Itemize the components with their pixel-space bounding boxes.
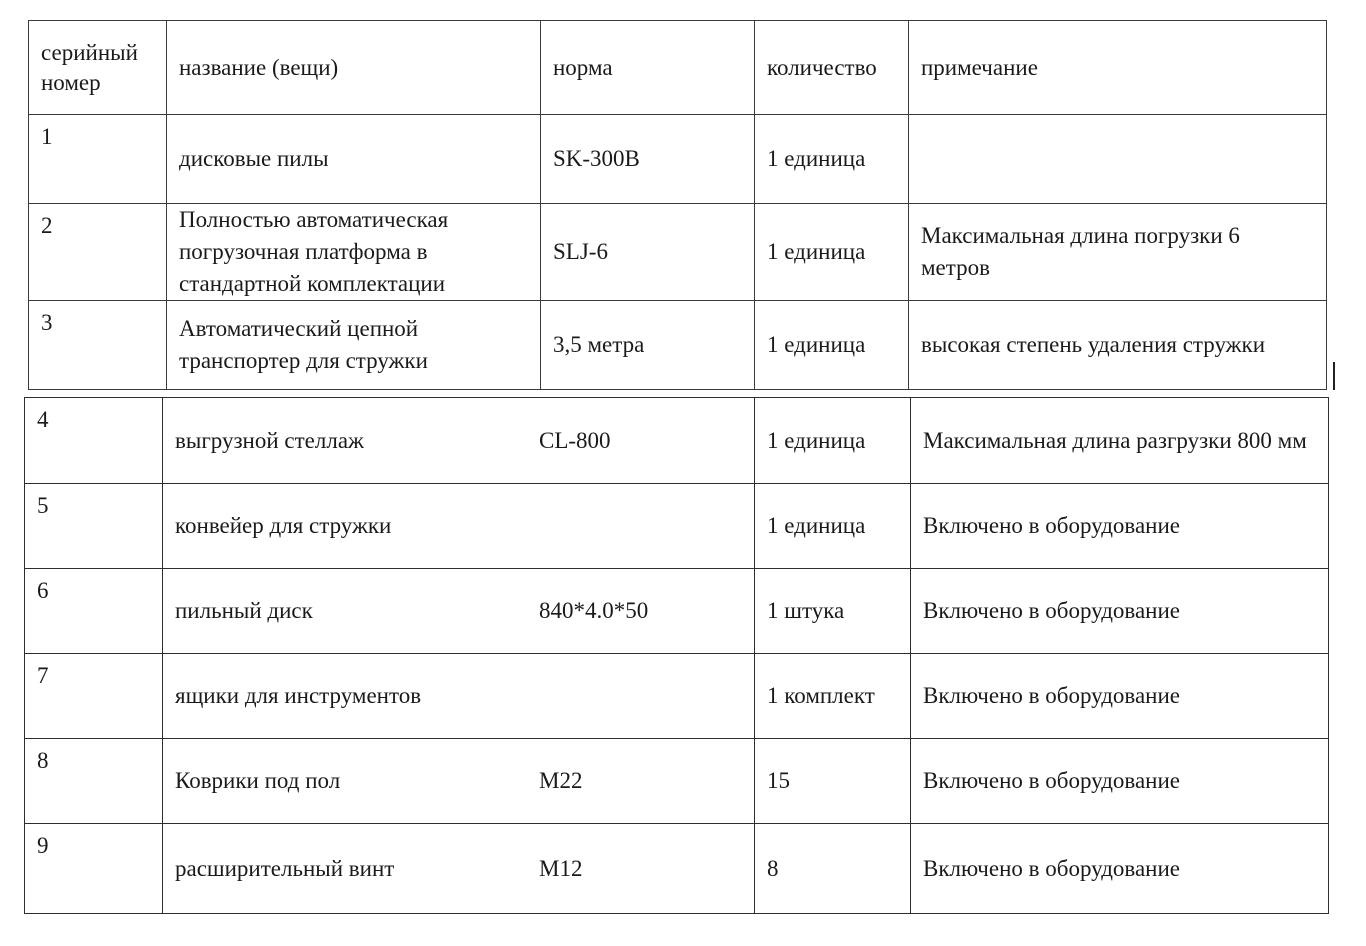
table-row <box>29 115 1327 204</box>
row-name: Коврики под пол <box>175 768 341 793</box>
row-name: ящики для инструментов <box>175 683 422 708</box>
row-note: Включено в оборудование <box>911 654 1329 739</box>
row-name-norm <box>163 398 755 484</box>
row-norm: M22 <box>539 768 583 793</box>
table-row <box>29 204 1327 301</box>
row-serial: 3 <box>29 301 167 390</box>
row-serial: 2 <box>29 204 167 301</box>
row-name-norm <box>163 824 755 914</box>
row-qty: 1 единица <box>755 301 909 390</box>
table-row <box>25 398 1329 484</box>
row-qty: 1 единица <box>755 204 909 301</box>
row-note: Включено в оборудование <box>911 484 1329 569</box>
row-note: Включено в оборудование <box>911 569 1329 654</box>
row-name: выгрузной стеллаж <box>175 427 364 453</box>
row-norm: CL-800 <box>539 427 611 453</box>
equipment-table-top <box>28 20 1327 390</box>
row-qty: 1 единица <box>755 115 909 204</box>
table-row <box>25 824 1329 914</box>
table-row <box>25 569 1329 654</box>
row-note: Включено в оборудование <box>911 739 1329 824</box>
row-name-norm <box>163 654 755 739</box>
row-serial: 8 <box>25 739 163 824</box>
row-serial: 4 <box>25 398 163 484</box>
header-norm: норма <box>541 21 755 115</box>
row-note: высокая степень удаления стружки <box>909 301 1327 390</box>
row-name-norm <box>163 739 755 824</box>
table-row <box>25 739 1329 824</box>
row-qty: 15 <box>755 739 911 824</box>
row-name: расширительный винт <box>175 855 395 881</box>
row-note: Максимальная длина разгрузки 800 мм <box>911 398 1329 484</box>
header-qty: количество <box>755 21 909 115</box>
row-norm: 840*4.0*50 <box>539 598 649 623</box>
row-qty: 1 комплект <box>755 654 911 739</box>
row-qty: 1 штука <box>755 569 911 654</box>
row-serial: 7 <box>25 654 163 739</box>
row-name-norm <box>163 569 755 654</box>
header-name: название (вещи) <box>167 21 541 115</box>
row-serial: 9 <box>25 824 163 914</box>
table-row <box>25 654 1329 739</box>
row-name: Автоматический цепной транспортер для стружки <box>167 301 541 390</box>
row-note: Включено в оборудование <box>911 824 1329 914</box>
row-name: конвейер для стружки <box>175 513 392 538</box>
equipment-table-bottom <box>24 397 1329 914</box>
row-norm: 3,5 метра <box>541 301 755 390</box>
header-serial: серийный номер <box>29 21 167 115</box>
row-name: пильный диск <box>175 598 313 623</box>
table-row <box>29 301 1327 390</box>
row-qty: 8 <box>755 824 911 914</box>
table-row <box>25 484 1329 569</box>
header-note: примечание <box>909 21 1327 115</box>
row-serial: 5 <box>25 484 163 569</box>
row-serial: 1 <box>29 115 167 204</box>
row-name-norm <box>163 484 755 569</box>
row-name: дисковые пилы <box>167 115 541 204</box>
row-norm: SK-300B <box>541 115 755 204</box>
row-norm: M12 <box>539 855 583 881</box>
row-name: Полностью автоматическая погрузочная платформа в стандартной комплектации <box>167 204 541 301</box>
row-note: Максимальная длина погрузки 6 метров <box>909 204 1327 301</box>
row-norm: SLJ-6 <box>541 204 755 301</box>
row-qty: 1 единица <box>755 398 911 484</box>
row-note <box>909 115 1327 204</box>
row-qty: 1 единица <box>755 484 911 569</box>
table-header-row <box>29 21 1327 115</box>
margin-mark <box>1333 362 1335 390</box>
row-serial: 6 <box>25 569 163 654</box>
